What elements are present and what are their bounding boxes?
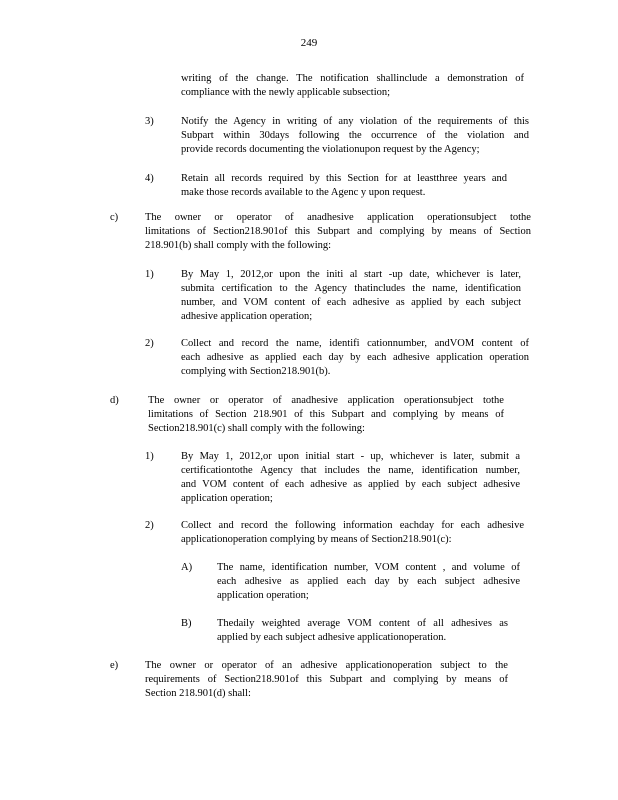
clause-text [181,337,529,379]
clause-text [145,659,508,701]
clause-marker: 1) [145,451,154,462]
text-line: Subpart within 30days following the occurrence of the violation and [181,130,530,141]
clause-marker: 4) [145,173,154,184]
text-line: adhesive application operation; [181,311,313,322]
text-line: The name, identification number, VOM content , and volume of [217,562,521,573]
text-line: submita certification to the Agency thatincludes the name, identification [181,283,521,294]
text-line: Collect and record the name, identifi cationnumber, andVOM content of [181,338,529,349]
text-line: requirements of Section218.901of this Subpart and complying by means of [145,674,508,685]
clause-marker: A) [181,562,193,573]
text-line: By May 1, 2012,or upon initial start - up, whichever is later, submit a [181,451,521,462]
clause-text [181,115,529,157]
clause-text [217,617,508,645]
clause-marker: c) [110,212,119,223]
clause-marker: d) [110,395,119,406]
text-line: provide records documenting the violationupon request by the Agency; [181,144,480,155]
clause-marker: 3) [145,116,154,127]
text-line: The owner or operator of anadhesive application operationsubject tothe [148,395,504,406]
text-line: number, and VOM content of each adhesive as applied by each subject [181,297,522,308]
text-line: Section 218.901(d) shall: [145,688,251,699]
clause-marker: 2) [145,520,154,531]
text-line: Notify the Agency in writing of any violation of the requirements of this [181,116,530,127]
clause-text [145,211,531,253]
clause-marker: B) [181,618,192,629]
text-line: writing of the change. The notification shallinclude a demonstration of [181,73,524,84]
clause-marker: e) [110,660,119,671]
text-line: complying with Section218.901(b). [181,366,331,377]
text-line: The owner or operator of an adhesive applicationoperation subject to the [145,660,508,671]
text-line: Retain all records required by this Section for at leastthree years and [181,173,508,184]
page-number: 249 [300,37,318,49]
text-line: compliance with the newly applicable subsection; [181,87,391,98]
clause-text [181,519,524,547]
text-line: Thedaily weighted average VOM content of all adhesives as [217,618,508,629]
text-line: Section218.901(c) shall comply with the following: [148,423,365,434]
clause-text [181,172,507,200]
text-line: The owner or operator of anadhesive application operationsubject tothe [145,212,531,223]
text-line: each adhesive as applied each day by each subject adhesive [217,576,521,587]
text-line: Collect and record the following information eachday for each adhesive [181,520,524,531]
text-line: make those records available to the Agenc y upon request. [181,187,426,198]
clause-marker: 1) [145,269,154,280]
clause-text [148,394,504,436]
text-line: applicationoperation complying by means of Section218.901(c): [181,534,452,545]
text-line: certificationtothe Agency that includes the name, identification number, [181,465,521,476]
text-line: each adhesive as applied each day by each adhesive application operation [181,352,530,363]
text-line: By May 1, 2012,or upon the initi al start -up date, whichever is later, [181,269,521,280]
clause-text [217,561,520,603]
text-line: limitations of Section218.901of this Subpart and complying by means of Section [145,226,531,237]
clause-text [181,268,521,324]
text-line: limitations of Section 218.901 of this Subpart and complying by means of [148,409,504,420]
clause-text [181,72,524,100]
text-line: applied by each subject adhesive applicationoperation. [217,632,447,643]
clause-text [181,450,520,506]
clause-marker: 2) [145,338,154,349]
text-line: application operation; [217,590,309,601]
text-line: application operation; [181,493,273,504]
text-line: 218.901(b) shall comply with the following: [145,240,332,251]
text-line: and VOM content of each adhesive as applied by each subject adhesive [181,479,520,490]
